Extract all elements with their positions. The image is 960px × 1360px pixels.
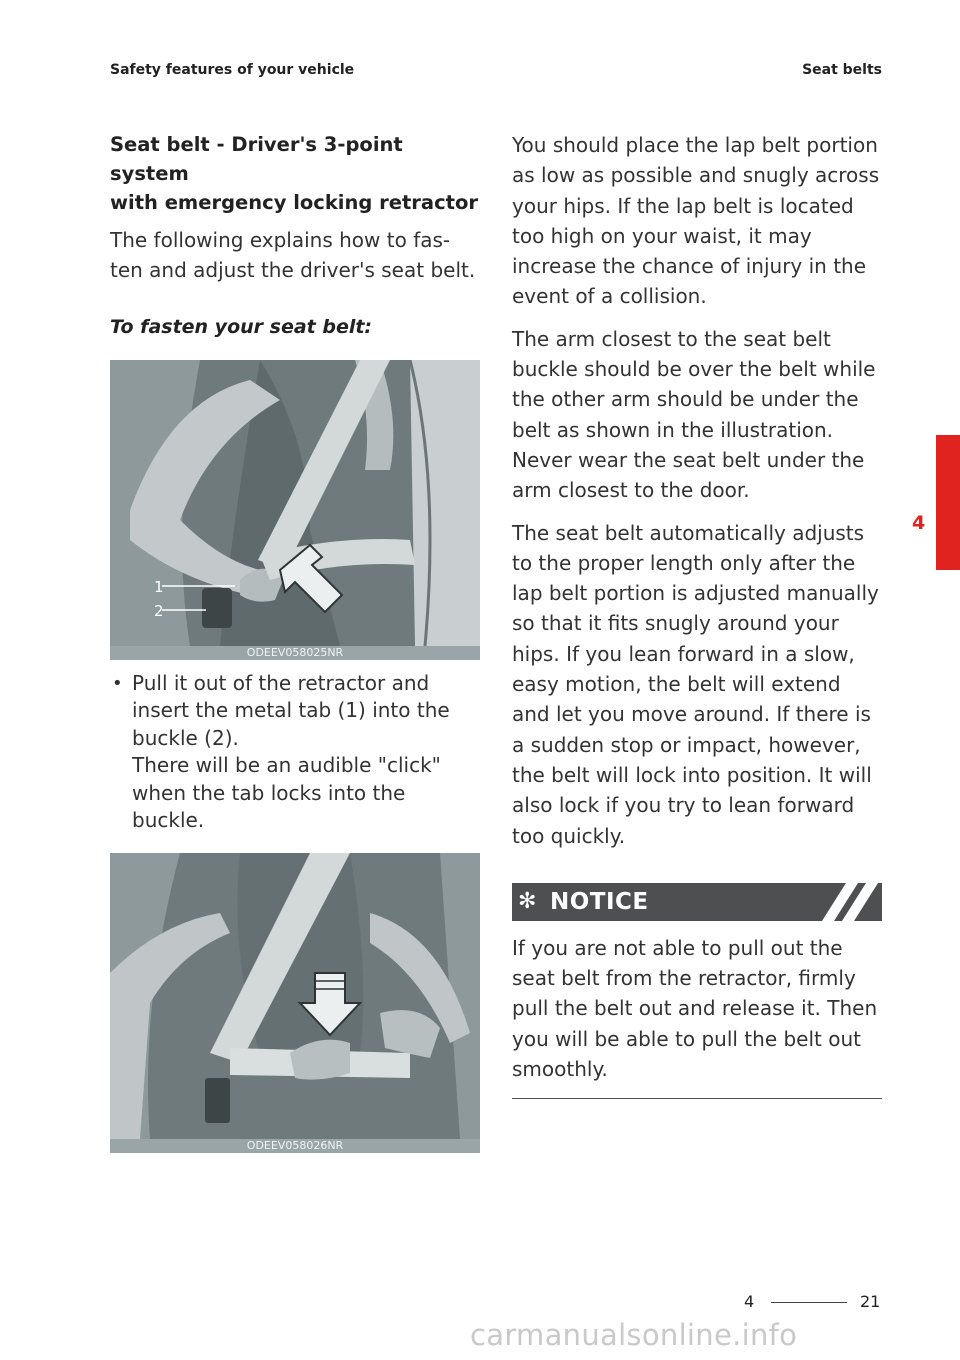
paragraph-auto-adjust <box>512 518 882 851</box>
callout-label-2: 2 <box>154 601 164 620</box>
intro-line-2: ten and adjust the driver's seat belt. <box>110 258 476 283</box>
para2-line-5: Never wear the seat belt under the <box>512 447 865 472</box>
figure-adjust-lap-belt <box>110 853 480 1153</box>
para2-line-3: the other arm should be under the <box>512 387 859 412</box>
left-column <box>110 130 480 1153</box>
callout-label-1: 1 <box>154 577 164 596</box>
section-title <box>110 130 480 217</box>
para3-line-6: easy motion, the belt will extend <box>512 672 841 697</box>
watermark: carmanualsonline.info <box>470 1318 798 1352</box>
para1-line-1: You should place the lap belt portion <box>512 133 878 157</box>
notice-stripes-icon <box>818 883 882 921</box>
para3-line-10: also lock if you try to lean forward <box>512 793 855 818</box>
notice-text <box>512 933 882 1084</box>
section-title-line-2: with emergency locking retractor <box>110 191 478 214</box>
notice-asterisk-icon: ✻ <box>518 888 537 914</box>
para3-line-3: lap belt portion is adjusted manually <box>512 581 879 606</box>
section-title-line-1: Seat belt - Driver's 3-point system <box>110 133 403 185</box>
para3-line-1: The seat belt automatically adjusts <box>512 520 865 545</box>
para2-line-1: The arm closest to the seat belt <box>512 326 831 351</box>
bullet-dot-icon: • <box>112 672 123 694</box>
bullet-line-5: when the tab locks into the <box>132 780 406 805</box>
para2-line-2: buckle should be over the belt while <box>512 357 876 382</box>
para1-line-6: event of a collision. <box>512 284 707 309</box>
bullet-line-3: buckle (2). <box>132 725 239 750</box>
illustration-lap-belt <box>110 853 480 1139</box>
notice-line-5: smoothly. <box>512 1057 608 1082</box>
para1-line-5: increase the chance of injury in the <box>512 254 867 279</box>
illustration-insert-tab <box>110 360 480 646</box>
chapter-tab-number: 4 <box>912 512 926 534</box>
notice-line-3: pull the belt out and release it. Then <box>512 996 878 1021</box>
paragraph-arm-position <box>512 324 882 506</box>
right-column <box>512 130 882 1099</box>
figure-fasten-belt <box>110 360 480 660</box>
notice-line-2: seat belt from the retractor, firmly <box>512 966 856 991</box>
notice-banner <box>512 883 882 921</box>
para1-line-4: too high on your waist, it may <box>512 223 812 248</box>
footer-divider <box>771 1302 847 1303</box>
notice-bottom-rule <box>512 1098 882 1099</box>
bullet-line-6: buckle. <box>132 808 205 833</box>
para3-line-4: so that it fits snugly around your <box>512 611 839 636</box>
para3-line-2: to the proper length only after the <box>512 550 856 575</box>
para3-line-5: hips. If you lean forward in a slow, <box>512 641 855 666</box>
subheading: To fasten your seat belt: <box>110 315 373 338</box>
intro-line-1: The following explains how to fas- <box>110 228 451 252</box>
bullet-item <box>110 670 480 835</box>
para3-line-7: and let you move around. If there is <box>512 702 871 727</box>
para2-line-6: arm closest to the door. <box>512 478 750 503</box>
figure-caption-2: ODEEV058026NR <box>110 1139 480 1153</box>
footer-chapter-number: 4 <box>744 1292 755 1311</box>
para2-line-4: belt as shown in the illustration. <box>512 417 834 442</box>
chapter-tab <box>936 435 960 570</box>
notice-line-4: you will be able to pull the belt out <box>512 1026 861 1051</box>
para1-line-2: as low as possible and snugly across <box>512 163 880 188</box>
notice-label: NOTICE <box>550 888 649 915</box>
para1-line-3: your hips. If the lap belt is located <box>512 193 854 218</box>
para3-line-9: the belt will lock into position. It will <box>512 762 872 787</box>
paragraph-lap-belt <box>512 130 882 312</box>
bullet-line-2: insert the metal tab (1) into the <box>132 698 450 723</box>
header-topic: Seat belts <box>802 62 882 78</box>
intro-text <box>110 225 480 286</box>
figure-caption-1: ODEEV058025NR <box>110 646 480 660</box>
header-section-title: Safety features of your vehicle <box>110 62 355 78</box>
para3-line-8: a sudden stop or impact, however, <box>512 732 861 757</box>
notice-line-1: If you are not able to pull out the <box>512 935 843 960</box>
footer-page-number: 21 <box>860 1292 881 1311</box>
bullet-line-1: Pull it out of the retractor and <box>132 670 430 695</box>
para3-line-11: too quickly. <box>512 823 626 848</box>
bullet-line-4: There will be an audible "click" <box>132 753 441 778</box>
